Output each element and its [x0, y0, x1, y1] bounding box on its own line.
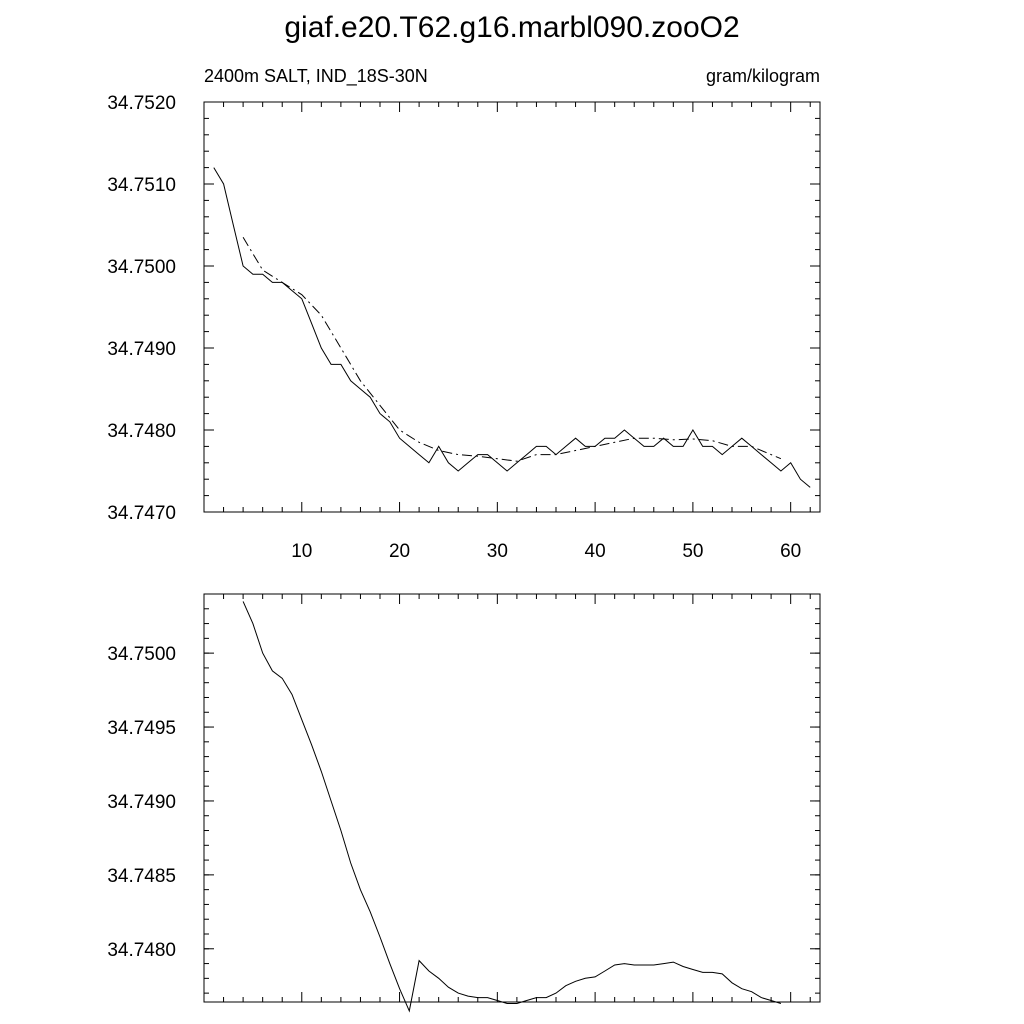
- y-tick-label: 34.7470: [107, 503, 176, 524]
- x-tick-label: 60: [780, 541, 802, 562]
- x-tick-label: 50: [682, 541, 704, 562]
- top-panel: [107, 93, 820, 562]
- bottom-x-axis: [224, 594, 811, 1002]
- chart-subtitle-right: gram/kilogram: [705, 66, 820, 86]
- data-line: [214, 168, 810, 488]
- y-tick-label: 34.7500: [107, 644, 176, 666]
- bottom-series-group: [243, 601, 781, 1011]
- top-y-axis: [107, 93, 820, 524]
- bottom-y-axis: [107, 594, 820, 993]
- x-tick-label: 10: [291, 541, 313, 562]
- x-tick-label: 30: [486, 541, 508, 562]
- y-tick-label: 34.7495: [107, 718, 176, 740]
- y-tick-label: 34.7480: [107, 421, 176, 442]
- y-tick-label: 34.7500: [107, 257, 176, 278]
- x-tick-label: 20: [388, 541, 411, 562]
- y-tick-label: 34.7490: [107, 791, 176, 813]
- trend-line: [243, 237, 781, 461]
- y-tick-label: 34.7510: [107, 175, 176, 196]
- x-tick-label: 40: [584, 541, 606, 562]
- y-tick-label: 34.7520: [107, 93, 176, 114]
- y-tick-label: 34.7490: [107, 339, 176, 360]
- top-series-group: [214, 168, 810, 488]
- chart-title: giaf.e20.T62.g16.marbl090.zooO2: [284, 11, 740, 44]
- bottom-plot-frame: [204, 594, 820, 1002]
- bottom-panel: [107, 594, 820, 1011]
- y-tick-label: 34.7485: [107, 865, 176, 887]
- chart-subtitle-left: 2400m SALT, IND_18S-30N: [204, 66, 428, 86]
- top-x-axis: [224, 102, 811, 562]
- y-tick-label: 34.7480: [107, 939, 176, 961]
- data-line: [243, 601, 781, 1011]
